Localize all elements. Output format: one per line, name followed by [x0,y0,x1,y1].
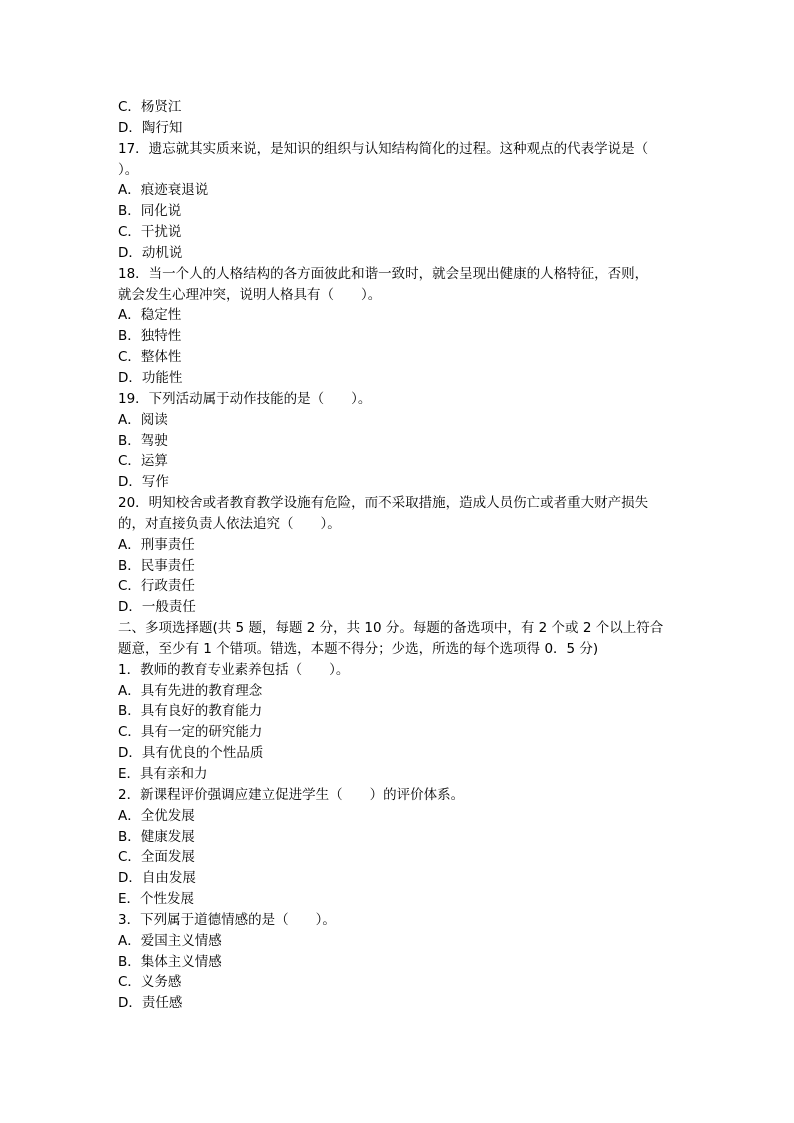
section-heading-multiple-choice: 二、多项选择题(共 5 题，每题 2 分，共 10 分。每题的备选项中，有 2 个或 2 个以上符合 [118,620,664,637]
mc-option-1b: B．具有良好的教育能力 [118,703,263,720]
option-17a: A．痕迹衰退说 [118,182,209,199]
option-18d: D．功能性 [118,369,183,386]
option-20a: A．刑事责任 [118,536,195,553]
mc-option-3c: C．义务感 [118,974,182,991]
question-17-stem-cont: ）。 [118,161,139,178]
mc-option-2e: E．个性发展 [118,891,195,908]
mc-option-2a: A．全优发展 [118,807,195,824]
mc-question-1-stem: 1．教师的教育专业素养包括（ ）。 [118,661,350,678]
option-19a: A．阅读 [118,411,168,428]
mc-option-1c: C．具有一定的研究能力 [118,724,263,741]
option-17c: C．干扰说 [118,224,182,241]
mc-option-1e: E．具有亲和力 [118,766,208,782]
option-19d: D．写作 [118,474,169,491]
option-17b: B．同化说 [118,203,182,220]
mc-question-3-stem: 3．下列属于道德情感的是（ ）。 [118,911,336,928]
section-heading-multiple-choice-cont: 题意，至少有 1 个错项。错选，本题不得分；少选，所选的每个选项得 0．5 分) [118,640,599,657]
option-18c: C．整体性 [118,349,182,366]
option-20b: B．民事责任 [118,557,195,574]
option-18b: B．独特性 [118,328,182,345]
question-17-stem: 17．遗忘就其实质来说，是知识的组织与认知结构简化的过程。这种观点的代表学说是（ [118,140,649,157]
mc-option-2d: D．自由发展 [118,870,196,887]
mc-option-1d: D．具有优良的个性品质 [118,745,264,762]
question-19-stem: 19．下列活动属于动作技能的是（ ）。 [118,390,372,407]
mc-question-2-stem: 2．新课程评价强调应建立促进学生（ ）的评价体系。 [118,786,465,803]
question-20-stem-cont: 的，对直接负责人依法追究（ ）。 [118,515,341,532]
option-20c: C．行政责任 [118,578,195,595]
option-16d: D．陶行知 [118,119,183,136]
option-19b: B．驾驶 [118,432,168,449]
mc-option-2c: C．全面发展 [118,849,195,866]
mc-option-3a: A．爱国主义情感 [118,932,222,949]
document-page [118,97,678,1014]
question-20-stem: 20．明知校舍或者教育教学设施有危险，而不采取措施，造成人员伤亡或者重大财产损失 [118,495,649,512]
option-18a: A．稳定性 [118,307,182,324]
option-16c: C．杨贤江 [118,99,182,115]
question-18-stem: 18．当一个人的人格结构的各方面彼此和谐一致时，就会呈现出健康的人格特征，否则， [118,265,649,282]
option-17d: D．动机说 [118,244,183,261]
mc-option-2b: B．健康发展 [118,828,195,845]
option-19c: C．运算 [118,453,168,470]
mc-option-3d: D．责任感 [118,995,183,1012]
mc-option-1a: A．具有先进的教育理念 [118,682,263,699]
question-18-stem-cont: 就会发生心理冲突，说明人格具有（ ）。 [118,286,382,303]
mc-option-3b: B．集体主义情感 [118,953,222,970]
option-20d: D．一般责任 [118,599,196,616]
